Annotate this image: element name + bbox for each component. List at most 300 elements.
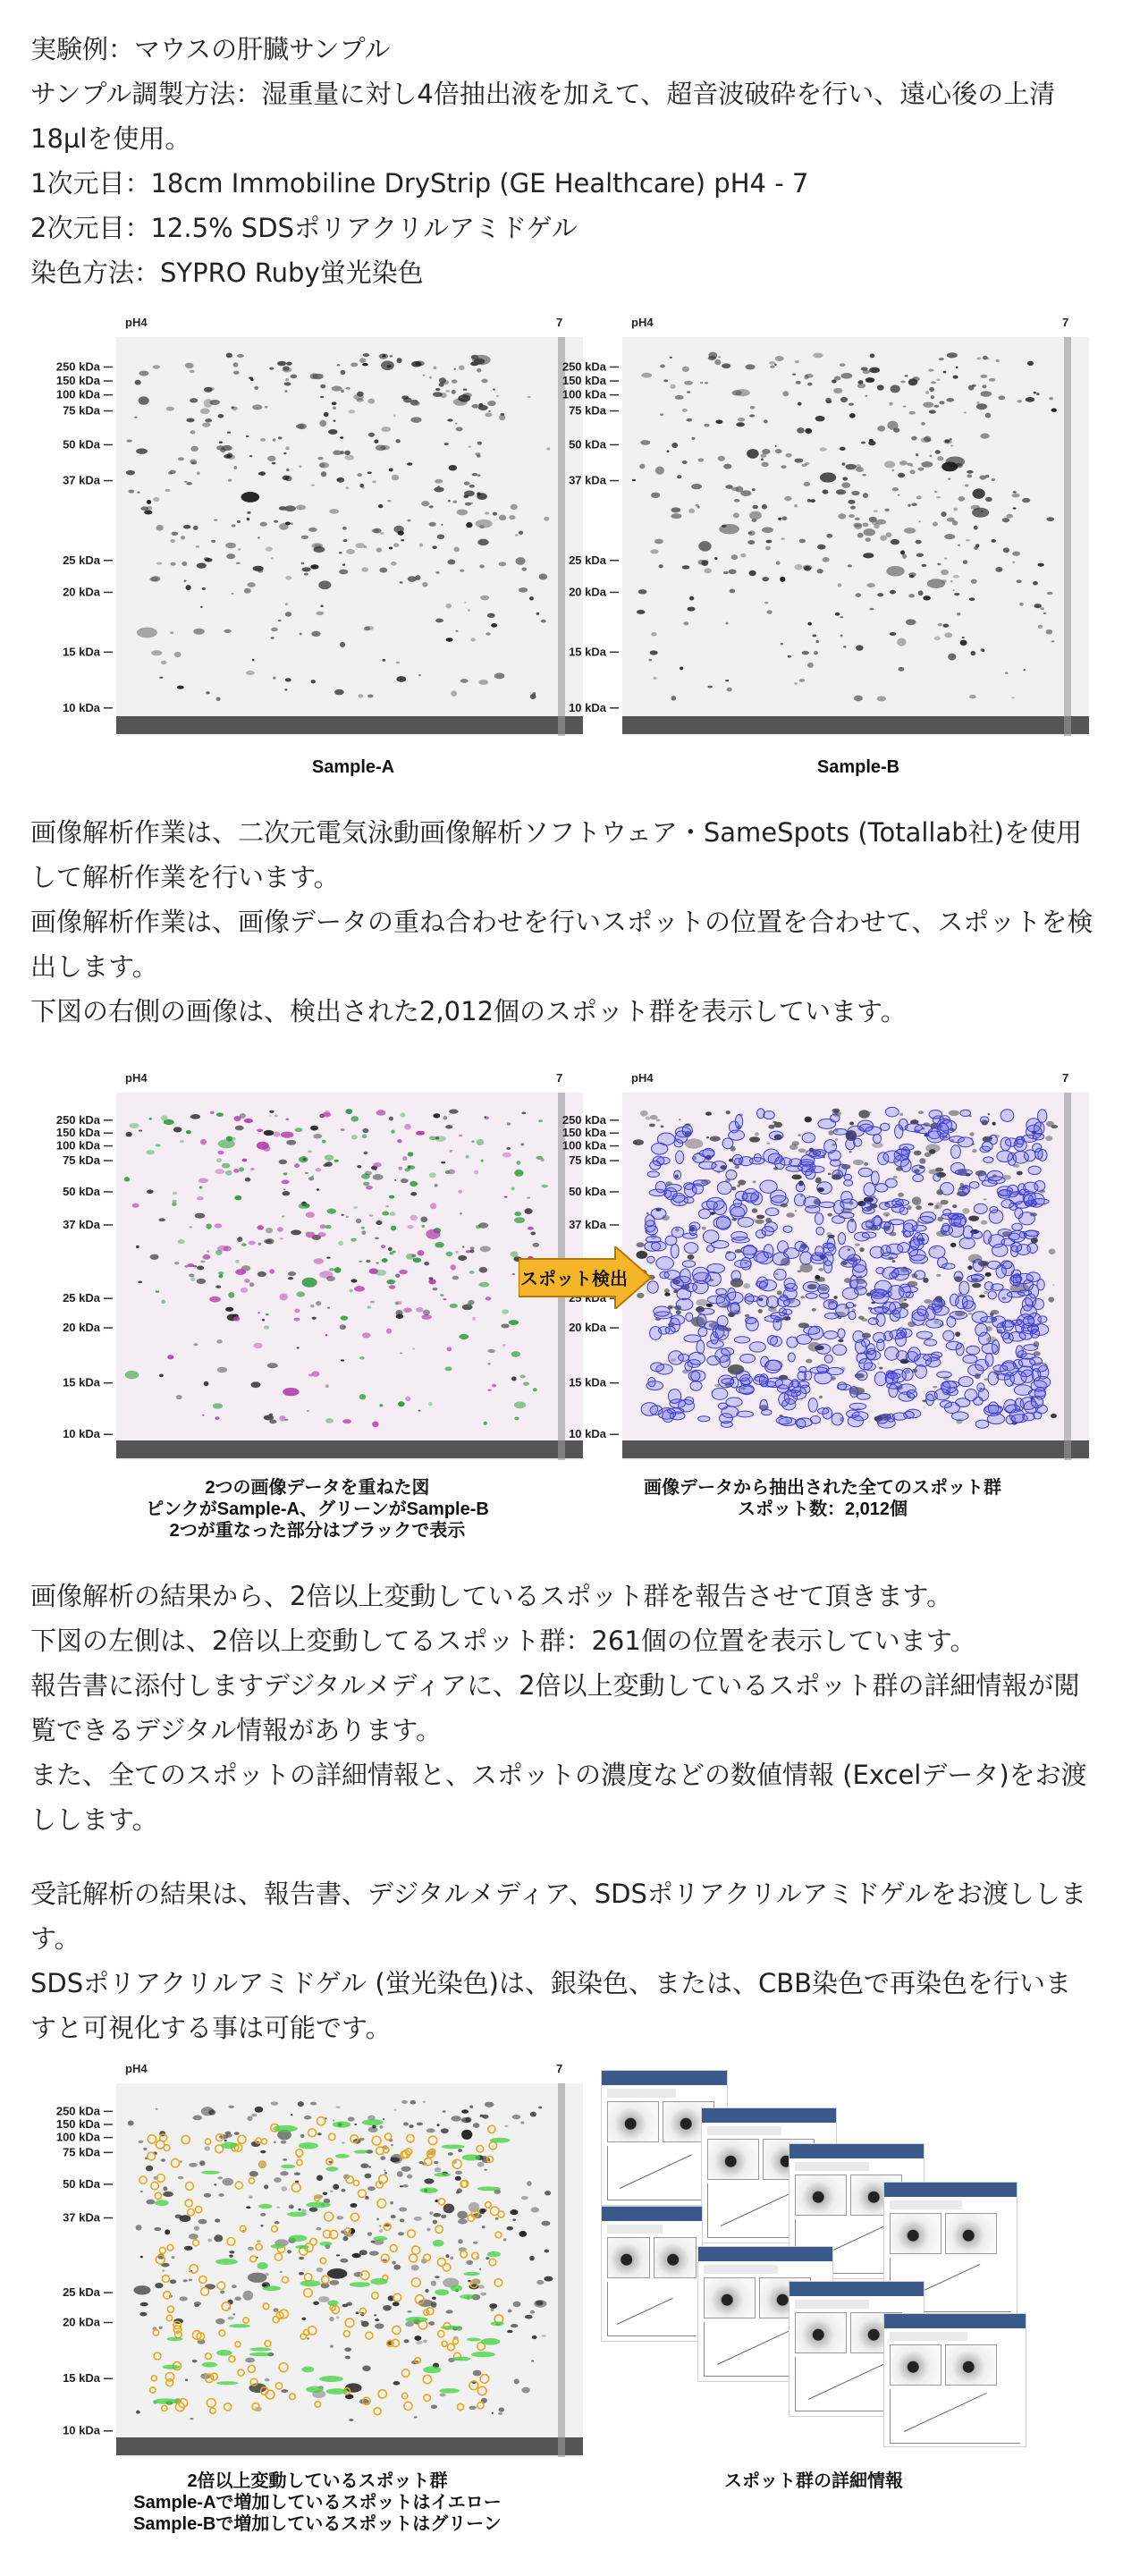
gel-spot [359, 1394, 367, 1399]
gel-spot [865, 537, 871, 541]
gel-spot [504, 2125, 508, 2127]
gel-spot [634, 1142, 637, 1144]
gel-spot [375, 2318, 379, 2321]
gel-spot [214, 2183, 216, 2185]
gel-spot [211, 540, 215, 543]
gel-spot [372, 1422, 379, 1428]
detected-spot-outline [647, 1171, 659, 1177]
detected-spot-outline [775, 1379, 793, 1389]
detected-spot-outline [665, 1236, 677, 1246]
detected-spot-outline [833, 1128, 847, 1135]
gel-spot [359, 1261, 362, 1263]
detected-spot-outline [1001, 1137, 1011, 1151]
gel-spot [916, 453, 918, 456]
gel-spot [480, 1246, 491, 1252]
gel-spot [336, 2317, 340, 2319]
gel-spot [258, 1243, 262, 1246]
detected-spot-outline [685, 1397, 694, 1405]
gel-spot [1005, 672, 1008, 674]
gel-spot [891, 469, 894, 472]
gel-spot [403, 397, 412, 402]
detected-spot-outline [780, 1295, 788, 1301]
detected-spot-outline [646, 1237, 661, 1243]
gel-spot [341, 1214, 343, 1216]
results-line: 下図の左側は、2倍以上変動してるスポット群：261個の位置を表示しています。 [30, 1626, 976, 1656]
increased-spot-b [433, 2240, 444, 2247]
gel-spot [185, 363, 194, 368]
detected-spot-outline [958, 1137, 973, 1147]
gel-spot [964, 411, 967, 413]
gel-spot [415, 360, 424, 366]
gel-spot [393, 1250, 396, 1253]
gel-spot [944, 558, 947, 560]
detected-spot-outline [974, 1204, 987, 1213]
gel-spot [534, 2300, 546, 2308]
gel-spot [906, 619, 916, 625]
gel-spot [291, 1229, 301, 1235]
gel-spot [325, 1154, 334, 1161]
gel-spot [180, 2296, 188, 2301]
gel-spot [967, 474, 972, 477]
gel-spot [989, 378, 995, 382]
gel-spot [506, 2226, 513, 2231]
gel-spot [398, 531, 404, 536]
gel-spot [967, 1265, 972, 1270]
gel-spot [973, 488, 985, 498]
gel-spot [892, 487, 899, 491]
gel-spot [827, 1213, 832, 1217]
increased-spot-b [271, 2244, 285, 2249]
detected-spot-outline [907, 1389, 916, 1398]
gel-spot [183, 525, 190, 529]
gel-spot [660, 413, 663, 416]
gel-spot [370, 1301, 375, 1304]
detected-spot-outline [707, 1296, 725, 1304]
gel-spot [298, 2101, 304, 2107]
gel-spot [391, 1130, 395, 1134]
gel-spot [194, 2225, 199, 2231]
gel-spot [788, 655, 791, 658]
gel-spot [747, 449, 759, 459]
gel-spot [239, 1167, 244, 1172]
detected-spot-outline [959, 1237, 975, 1249]
gel-spot [916, 540, 922, 545]
gel-spot [775, 356, 784, 361]
gel-spot [891, 384, 900, 393]
increased-spot-b [306, 2202, 331, 2209]
gel-spot [479, 2268, 481, 2270]
gel-spot [525, 1208, 533, 1214]
gel-spot [486, 632, 490, 636]
gel-spot [485, 511, 489, 514]
gel-spot [1046, 517, 1054, 521]
gel-spot [890, 632, 897, 636]
gel-spot [291, 522, 293, 525]
gel-spot [264, 1130, 274, 1136]
gel-spot [258, 536, 260, 539]
gel-spot [1051, 408, 1057, 411]
gel-spot [362, 2366, 370, 2372]
gel-spot [140, 2302, 148, 2307]
gel-spot [207, 2239, 211, 2242]
gel-spot [293, 1318, 300, 1322]
gel-spot [774, 1122, 783, 1128]
detected-spot-outline [968, 1364, 984, 1376]
detected-spot-outline [716, 1216, 730, 1230]
gel-spot [186, 418, 194, 423]
gel-spot [838, 1339, 843, 1343]
gel-spot [218, 1271, 224, 1274]
gel-spot [249, 2196, 253, 2199]
gel-spot [479, 564, 485, 568]
gel-spot [708, 686, 713, 688]
increased-spot-b [370, 2278, 387, 2285]
gel-spot [462, 1305, 473, 1310]
gel-spot [301, 536, 308, 539]
gel-spot [374, 2314, 376, 2316]
gel-spot [898, 473, 905, 477]
gel-spot [418, 1250, 425, 1255]
gel-spot [862, 474, 866, 477]
mw-label: 10 kDa [63, 700, 100, 714]
gel-spot [737, 1185, 740, 1187]
mw-label: 15 kDa [63, 2371, 100, 2386]
detected-spot-outline [985, 1353, 993, 1366]
gel-spot [455, 2176, 461, 2181]
detected-spot-outline [871, 1171, 879, 1185]
gel-spot [408, 576, 417, 582]
gel-spot [153, 497, 159, 502]
gel-spot [889, 402, 892, 406]
gel-spot [198, 2219, 207, 2225]
gel-spot [725, 485, 732, 489]
gel-spot [452, 390, 456, 394]
gel-spot [214, 2234, 223, 2242]
gel-spot [670, 357, 672, 359]
gel-spot [918, 520, 920, 522]
gel-spot [519, 531, 523, 536]
gel-spot [285, 378, 289, 381]
gel-spot [851, 491, 859, 495]
detected-spot-outline [817, 1182, 832, 1195]
detected-spot-outline [975, 1420, 989, 1428]
gel-spot [842, 477, 848, 480]
gel-spot [283, 366, 290, 370]
gel-spot [458, 394, 470, 401]
gel-spot [396, 1314, 404, 1319]
gel-spot [173, 1127, 182, 1132]
gel-spot [698, 541, 711, 551]
gel-spot [146, 1150, 154, 1154]
gel-spot [376, 1110, 386, 1116]
gel-spot [715, 419, 722, 424]
gel-spot [443, 2110, 446, 2112]
gel-spot [333, 451, 342, 456]
gel-spot [310, 2102, 317, 2106]
detected-spot-outline [874, 1372, 886, 1385]
gel-spot [197, 562, 207, 568]
increased-spot-b [326, 2166, 339, 2171]
gel-spot [469, 2106, 473, 2108]
gel-spot [972, 1283, 981, 1288]
gel-spot [202, 422, 210, 427]
gel-spot [341, 1128, 345, 1131]
gel-spot [132, 1204, 139, 1208]
detected-spot-outline [848, 1220, 857, 1233]
gel-spot [247, 518, 250, 520]
gel-spot [1013, 507, 1017, 509]
detected-spot-outline [730, 1302, 739, 1313]
gel-spot [944, 632, 952, 638]
detected-spot-outline [898, 1243, 910, 1253]
gel-spot [472, 1317, 476, 1321]
gel-spot [342, 2141, 345, 2143]
detected-spot-outline [984, 1282, 993, 1290]
detected-spot-outline [762, 1227, 774, 1236]
gel-spot [449, 1150, 452, 1152]
gel-spot [321, 471, 327, 477]
gel-spot [980, 475, 987, 479]
gel-spot [503, 2238, 506, 2241]
gel-spot [651, 632, 657, 637]
gel-spot [952, 1204, 957, 1208]
caption-line: Sample-Bで増加しているスポットはグリーン [133, 2514, 502, 2534]
gel-spot [357, 398, 364, 401]
gel-spot [1051, 1414, 1057, 1418]
gel-spot [161, 1300, 165, 1304]
gel-spot [334, 689, 344, 696]
gel-spot [897, 638, 906, 646]
gel-spot [202, 587, 206, 590]
detected-spot-outline [1026, 1272, 1040, 1282]
detected-spot-outline [665, 1326, 675, 1334]
gel-spot [516, 557, 526, 565]
gel-spot [421, 1131, 425, 1133]
gel-spot [435, 2167, 442, 2172]
gel-spot [857, 533, 864, 538]
gel-spot [245, 1178, 251, 1181]
gel-spot [206, 1223, 212, 1229]
gel-spot [170, 539, 175, 543]
detected-spot-outline [1035, 1148, 1043, 1159]
gel-spot [399, 2208, 407, 2212]
gel-spot [904, 1298, 907, 1301]
detected-spot-outline [651, 1363, 664, 1372]
detected-spot-outline [823, 1299, 838, 1309]
gel-spot [350, 2203, 358, 2208]
gel-spot [414, 2335, 421, 2341]
gel-spot [499, 515, 506, 520]
gel-spot [136, 1246, 139, 1248]
gel-spot [456, 427, 463, 432]
gel-spot [455, 630, 458, 632]
gel-spot [691, 484, 702, 489]
gel-spot [929, 387, 934, 393]
gel-spot [345, 387, 350, 390]
gel-spot [177, 1239, 184, 1244]
gel-spot [823, 489, 829, 494]
gel-spot [147, 500, 151, 504]
gel-spot [433, 2213, 441, 2217]
gel-spot [981, 391, 992, 397]
gel-spot [299, 465, 301, 468]
detected-spot-outline [1015, 1208, 1023, 1219]
gel-spot [233, 2313, 236, 2315]
gel-spot [189, 2234, 198, 2239]
detected-spot-outline [940, 1401, 951, 1408]
gel-spot [263, 1145, 271, 1152]
detected-spot-outline [934, 1389, 950, 1400]
detected-spot-outline [890, 1272, 897, 1279]
detected-spot-outline [731, 1231, 747, 1240]
gel-spot [923, 401, 933, 407]
gel-spot [464, 481, 470, 485]
detected-spot-outline [816, 1344, 831, 1354]
gel-spot [289, 2204, 294, 2209]
gel-spot [437, 534, 445, 539]
gel-spot [367, 471, 372, 474]
gel-spot [723, 464, 731, 469]
gel-spot [936, 496, 941, 499]
detected-spot-outline [940, 1183, 953, 1195]
gel-spot [185, 2379, 188, 2381]
gel-spot [446, 638, 453, 642]
gel-spot [521, 1111, 526, 1114]
gel-spot [281, 1131, 293, 1137]
gel-spot [264, 2184, 268, 2189]
gel-spot [277, 1227, 283, 1232]
gel-spot [435, 619, 443, 623]
gel-spot [156, 2108, 158, 2110]
gel-spot [514, 1416, 519, 1420]
gel-spot [407, 462, 412, 466]
gel-spot [423, 2100, 426, 2103]
gel-spot [701, 560, 708, 566]
gel-spot [193, 526, 198, 530]
increased-spot-b [216, 2350, 232, 2356]
gel-spot [849, 514, 855, 518]
detected-spot-outline [712, 1388, 728, 1399]
gel-spot [954, 593, 959, 595]
detected-spot-outline [997, 1373, 1011, 1380]
gel-spot [279, 1160, 287, 1165]
detected-spot-outline [796, 1183, 805, 1192]
delivery-text [30, 1871, 1094, 2050]
gel-spot [376, 547, 382, 553]
gel-spot [730, 588, 736, 593]
gel-spot [1051, 1125, 1058, 1128]
gel-spot [449, 1109, 459, 1113]
gel-spot [284, 390, 287, 393]
gel-spot [841, 462, 845, 465]
gel-spot [470, 1249, 475, 1253]
gel-spot [795, 564, 803, 570]
ph-label-left: pH4 [125, 2062, 148, 2075]
gel-spot [252, 659, 255, 662]
gel-spot [389, 547, 393, 550]
gel-spot [280, 2171, 289, 2175]
gel-spot [407, 2175, 412, 2179]
gel-spot [410, 1181, 418, 1187]
gel-spot [423, 375, 426, 376]
gel-spot [396, 1301, 401, 1305]
detected-spot-outline [959, 1281, 969, 1295]
gel-spot [339, 552, 342, 553]
gel-spot [204, 387, 213, 393]
increased-spot-b [452, 2357, 470, 2361]
gel-spot [392, 475, 399, 481]
gel-variable-spots [27, 2055, 590, 2468]
gel-spot [291, 2114, 292, 2116]
detected-spot-outline [942, 1223, 950, 1232]
gel-spot [941, 570, 949, 575]
mw-label: 50 kDa [63, 2176, 100, 2191]
gel-spot [1024, 669, 1026, 671]
gel-spot [960, 1183, 964, 1187]
gel-spot [495, 2217, 499, 2220]
gel-spot [477, 1139, 485, 1145]
gel-spot [384, 2169, 386, 2171]
gel-spot [271, 637, 274, 638]
gel-overlay [27, 1064, 590, 1471]
gel-spot [317, 2133, 322, 2135]
gel-spot [948, 654, 956, 661]
gel-spot [325, 1334, 328, 1337]
gel-spot [181, 536, 185, 539]
gel-spot [457, 2188, 462, 2193]
gel-spot [650, 549, 658, 553]
gel-spot [667, 450, 670, 452]
detected-spot-outline [697, 1314, 705, 1327]
detected-spot-outline [880, 1123, 889, 1130]
gel-spot [481, 2209, 486, 2212]
gel-spot [641, 373, 652, 378]
gel-spot [435, 2276, 440, 2278]
gel-spot [190, 398, 198, 402]
gel-spot [527, 1197, 530, 1199]
gel-spot [704, 424, 709, 427]
gel-spot [397, 2171, 403, 2177]
gel-spot [202, 1254, 210, 1260]
gel-spot [761, 458, 764, 460]
mw-label: 100 kDa [562, 387, 606, 401]
gel-spot [429, 522, 436, 527]
gel-spot [431, 2405, 437, 2409]
mw-label: 37 kDa [569, 1217, 606, 1231]
gel-spot [669, 1305, 675, 1309]
gel-spot [288, 1271, 296, 1276]
gel-spot [968, 1313, 973, 1314]
gel-spot [267, 1363, 278, 1368]
gel-spot [196, 545, 199, 548]
gel-spot [455, 423, 458, 425]
spot-detection-arrow [519, 1246, 653, 1309]
detected-spot-outline [832, 1413, 843, 1425]
gel-spot [801, 1296, 805, 1298]
gel-spot [444, 1366, 452, 1371]
gel-spot [723, 571, 729, 574]
detected-spot-outline [849, 1403, 866, 1409]
gel-spot [312, 1317, 317, 1320]
gel-spot [660, 365, 665, 368]
gel-spot [671, 507, 680, 512]
gel-spot [318, 580, 331, 589]
gel-spot [273, 677, 275, 680]
gel-spot [1006, 514, 1013, 519]
mw-label: 75 kDa [63, 403, 100, 418]
gel-spot [341, 390, 344, 393]
gel-spot [542, 2335, 546, 2337]
